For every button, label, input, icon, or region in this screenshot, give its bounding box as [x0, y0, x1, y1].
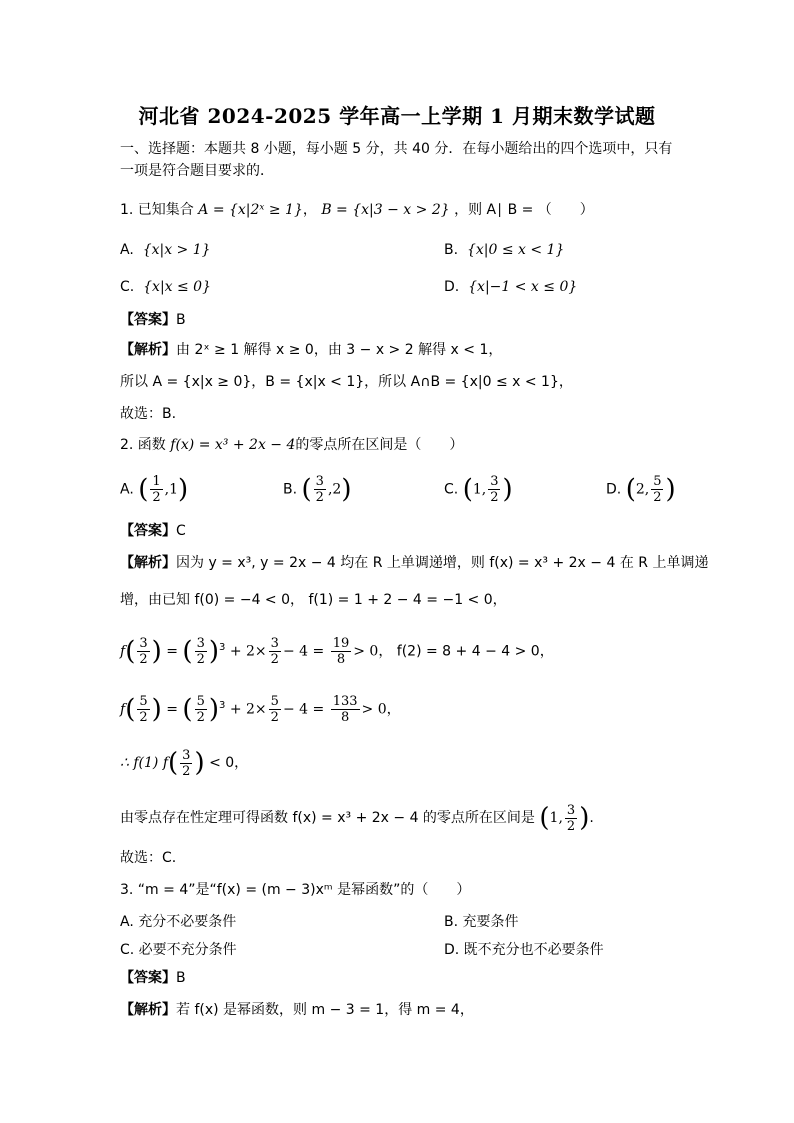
- option-text: {x|−1 < x ≤ 0}: [468, 279, 578, 295]
- q2-option-a: A. ( $\frac{1}{2}$ ,1): [120, 474, 189, 505]
- q1-conclusion: 故选：B.: [120, 406, 177, 422]
- q2-stem-end: 的零点所在区间是（ ）: [295, 437, 464, 453]
- option-label: C.: [120, 279, 135, 295]
- answer-value: C: [176, 523, 186, 539]
- option-label: B.: [283, 481, 298, 498]
- option-label: D.: [444, 279, 460, 295]
- q3-option-d: D. 既不充分也不必要条件: [444, 942, 604, 958]
- q1-stem-text: 1. 已知集合: [120, 202, 194, 218]
- option-text: {x|x > 1}: [142, 242, 211, 258]
- answer-tag: 【答案】: [120, 523, 176, 539]
- analysis-tag: 【解析】: [120, 555, 176, 571]
- q1-option-a: [120, 240, 211, 260]
- q2-analysis-line-1: [120, 553, 708, 573]
- q3-answer: [120, 968, 186, 988]
- q2-conclusion: 故选：C.: [120, 850, 177, 866]
- q2-option-c: C. (1, $\frac{3}{2}$ ): [444, 474, 513, 505]
- q2-eval-f-3-2: f( $\frac{3}{2}$ ) = ( $\frac{3}{2}$ )$^3$ + 2× $\frac{3}{2}$ − 4 = $\frac{19}{8}$ > 0， f(2) = 8 + 4 − 4 > 0，: [120, 636, 554, 668]
- q2-stem-text: 2. 函数: [120, 437, 166, 453]
- q2-analysis-line-2: 增，由已知 f(0) = −4 < 0， f(1) = 1 + 2 − 4 = −1 < 0，: [120, 592, 507, 608]
- option-text: {x|x ≤ 0}: [143, 279, 212, 295]
- q1-ask: ，则 A∣ B = （ ）: [454, 202, 594, 218]
- option-label: A.: [120, 481, 134, 498]
- q2-answer: [120, 521, 186, 541]
- answer-value: B: [176, 970, 186, 986]
- q1-option-b: [444, 240, 564, 260]
- option-label: D.: [606, 481, 622, 498]
- section-intro: 一、选择题：本题共 8 小题，每小题 5 分，共 40 分．在每小题给出的四个选项中，只有一项是符合题目要求的．: [120, 141, 673, 179]
- q3-option-a: A. 充分不必要条件: [120, 914, 237, 930]
- q1-analysis-line-1: [120, 340, 502, 360]
- page-title: 河北省 2024-2025 学年高一上学期 1 月期末数学试题: [138, 104, 656, 128]
- q3-option-b: B. 充要条件: [444, 914, 519, 930]
- analysis-tag: 【解析】: [120, 1002, 176, 1018]
- answer-tag: 【答案】: [120, 970, 176, 986]
- q1-set-a: A = {x|2ˣ ≥ 1}: [198, 202, 303, 218]
- q2-conclusion-text: 由零点存在性定理可得函数 f(x) = x³ + 2x − 4 的零点所在区间是: [120, 810, 535, 826]
- q3-analysis-line-1: [120, 1000, 474, 1020]
- q2-eval-f2: ， f(2) = 8 + 4 − 4 > 0，: [378, 643, 554, 660]
- answer-tag: 【答案】: [120, 312, 176, 328]
- q2-therefore-line: ∴ f(1) f( $\frac{3}{2}$ ) < 0，: [120, 747, 249, 779]
- analysis-tag: 【解析】: [120, 342, 176, 358]
- q1-answer: [120, 310, 186, 330]
- option-label: B.: [444, 242, 459, 258]
- q2-function: f(x) = x³ + 2x − 4: [170, 437, 296, 453]
- option-label: C.: [444, 481, 459, 498]
- option-text: {x|0 ≤ x < 1}: [466, 242, 565, 258]
- q2-option-d: D. (2, $\frac{5}{2}$ ): [606, 474, 676, 505]
- q3-option-c: C. 必要不充分条件: [120, 942, 237, 958]
- q2-option-b: B. ( $\frac{3}{2}$ ,2): [283, 474, 352, 505]
- q2-conclusion-line: 由零点存在性定理可得函数 f(x) = x³ + 2x − 4 的零点所在区间是 (1, $\frac{3}{2}$ ).: [120, 802, 594, 834]
- q2-therefore: ∴ f(1) f: [120, 755, 169, 771]
- q2-lt-zero: < 0，: [209, 755, 249, 771]
- q3-stem: 3. “m = 4”是“f(x) = (m − 3)xᵐ 是幂函数”的（ ）: [120, 882, 471, 898]
- q1-analysis-line-2: 所以 A = {x|x ≥ 0}，B = {x|x < 1}，所以 A∩B = {x|0 ≤ x < 1}，: [120, 374, 573, 390]
- q2-stem: [120, 435, 463, 455]
- option-label: A.: [120, 242, 134, 258]
- q1-set-b: B = {x|3 − x > 2}: [321, 202, 450, 218]
- analysis-text: 由 2ˣ ≥ 1 解得 x ≥ 0，由 3 − x > 2 解得 x < 1，: [176, 342, 503, 358]
- q1-option-d: [444, 277, 577, 297]
- analysis-text: 若 f(x) 是幂函数，则 m − 3 = 1，得 m = 4，: [176, 1002, 474, 1018]
- q1-option-c: [120, 277, 211, 297]
- analysis-text: 因为 y = x³, y = 2x − 4 均在 R 上单调递增，则 f(x) = x³ + 2x − 4 在 R 上单调递: [176, 555, 709, 571]
- answer-value: B: [176, 312, 186, 328]
- q1-stem: 1. 已知集合 A = {x|2ˣ ≥ 1}， B = {x|3 − x > 2} ，则 A∣ B = （ ）: [120, 202, 594, 218]
- q2-eval-f-5-2: f( $\frac{5}{2}$ ) = ( $\frac{5}{2}$ )$^3$ + 2× $\frac{5}{2}$ − 4 = $\frac{133}{8}$ > 0，: [120, 694, 401, 726]
